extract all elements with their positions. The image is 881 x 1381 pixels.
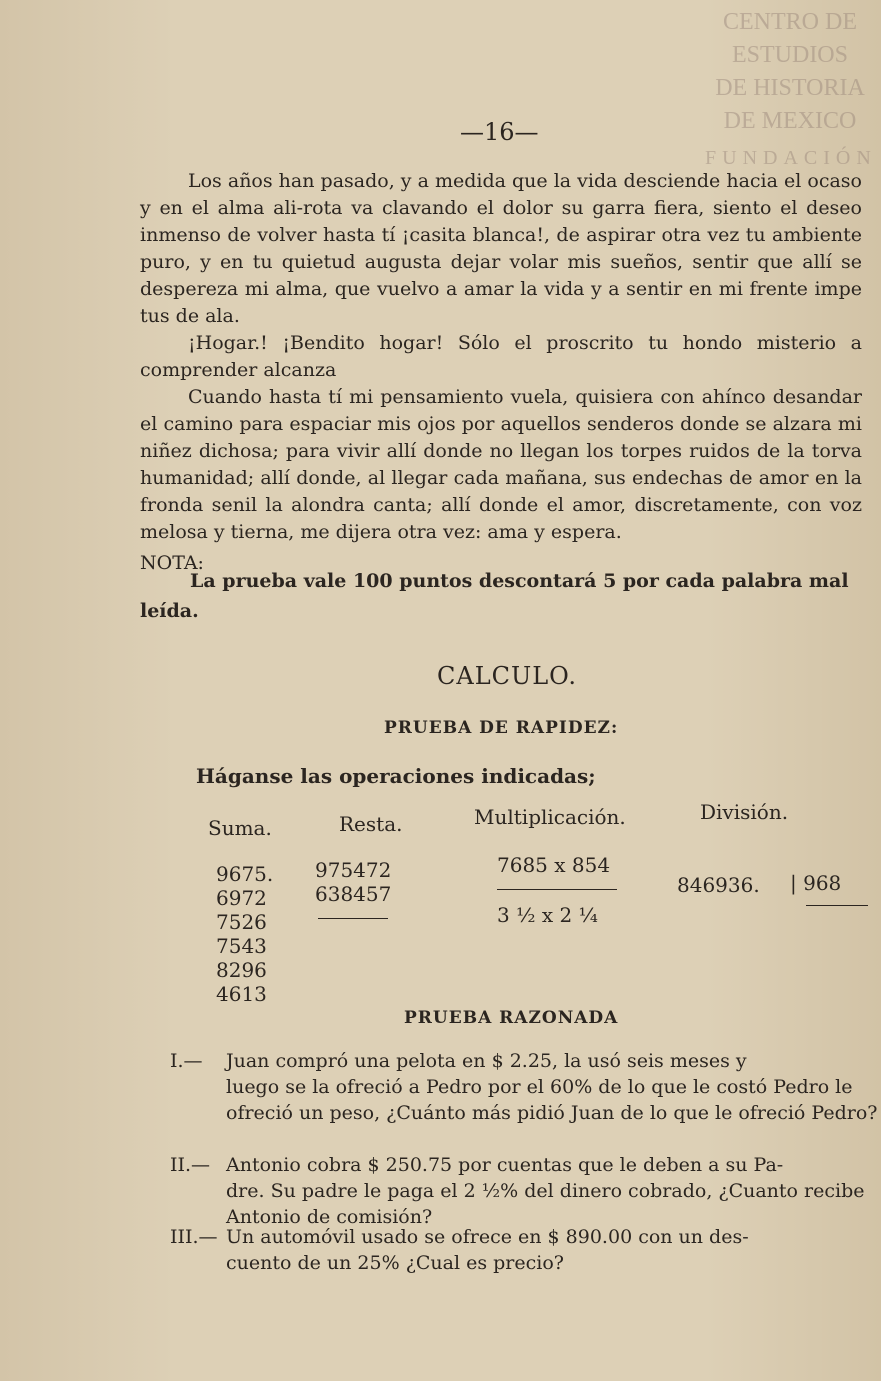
- resta-header: Resta.: [339, 812, 403, 836]
- problem-first-line: Antonio cobra $ 250.75 por cuentas que le deben a su Pa-: [226, 1154, 784, 1176]
- watermark-line: ESTUDIOS: [731, 42, 848, 68]
- problem-label: III.—: [170, 1226, 218, 1248]
- division-divisor: | 968: [790, 871, 842, 895]
- multiplicacion-problem-2: 3 ½ x 2 ¼: [497, 903, 598, 927]
- problem-label: I.—: [170, 1050, 203, 1072]
- suma-column: [216, 862, 273, 1006]
- resta-rule: [318, 918, 388, 919]
- resta-number: 975472: [315, 858, 392, 882]
- suma-number: 8296: [216, 958, 267, 982]
- watermark-line: CENTRO DE: [723, 9, 857, 35]
- problem-2: [170, 1152, 881, 1230]
- resta-number: 638457: [315, 882, 392, 906]
- problem-continuation: luego se la ofreció a Pedro por el 60% de lo que le costó Pedro le ofreció un peso, ¿Cuánto más pidió Juan de lo que le ofreció Pedro?: [226, 1076, 878, 1124]
- reading-paragraph-2: ¡Hogar.! ¡Bendito hogar! Sólo el proscrito tu hondo misterio a comprender alcanza: [140, 332, 862, 381]
- reading-paragraph-3: Cuando hasta tí mi pensamiento vuela, quisiera con ahínco desandar el camino para espaciar mis ojos por aquellos senderos donde se alzara mi niñez dichosa; para vivir allí donde no llegan los torpes ruidos de la torva humanidad; allí donde, al llegar cada mañana, sus endechas de amor en la fronda senil la alondra canta; allí donde el amor, discretamente, con voz melosa y tierna, me dijera otra vez: ama y espera.: [140, 386, 862, 543]
- problem-first-line: Juan compró una pelota en $ 2.25, la usó seis meses y: [226, 1050, 747, 1072]
- division-dividend: 846936.: [677, 873, 760, 897]
- nota-text: La prueba vale 100 puntos descontará 5 por cada palabra mal leída.: [140, 570, 849, 622]
- page-number: —16—: [460, 118, 539, 146]
- suma-number: 7526: [216, 910, 267, 934]
- watermark-fundacion: FUNDACIÓN: [705, 147, 877, 169]
- suma-number: 4613: [216, 982, 267, 1006]
- watermark-line: DE MEXICO: [723, 108, 857, 134]
- problem-continuation: cuento de un 25% ¿Cual es precio?: [226, 1252, 564, 1274]
- suma-number: 7543: [216, 934, 267, 958]
- problem-continuation: dre. Su padre le paga el 2 ½% del dinero cobrado, ¿Cuanto recibe Antonio de comisión?: [226, 1180, 865, 1228]
- rapidez-heading: PRUEBA DE RAPIDEZ:: [384, 718, 619, 738]
- problem-label: II.—: [170, 1154, 211, 1176]
- problem-3: [170, 1224, 881, 1276]
- division-header: División.: [700, 800, 789, 824]
- instruction-text: Háganse las operaciones indicadas;: [196, 764, 596, 788]
- archive-watermark: [705, 6, 875, 175]
- reading-paragraph-1: Los años han pasado, y a medida que la vida desciende hacia el ocaso y en el alma ali-rota va clavando el dolor su garra fiera, siento el deseo inmenso de volver hasta tí ¡casita blanca!, de aspirar otra vez tu ambiente puro, y en tu quietud augusta dejar volar mis sueños, sentir que allí se despereza mi alma, que vuelvo a amar la vida y a sentir en mi frente impe tus de ala.: [140, 170, 862, 327]
- problem-first-line: Un automóvil usado se ofrece en $ 890.00 con un des-: [226, 1226, 749, 1248]
- problem-1: [170, 1048, 881, 1126]
- division-rule: [806, 905, 868, 906]
- nota-label: NOTA:: [140, 552, 204, 574]
- multiplicacion-problem-1: 7685 x 854: [497, 853, 611, 877]
- suma-header: Suma.: [208, 816, 272, 840]
- suma-number: 9675.: [216, 862, 274, 886]
- calculo-heading: CALCULO.: [437, 662, 578, 690]
- resta-column: [315, 858, 391, 906]
- multiplicacion-rule: [497, 889, 617, 890]
- multiplicacion-header: Multiplicación.: [474, 805, 626, 829]
- watermark-line: DE HISTORIA: [715, 75, 865, 101]
- razonada-heading: PRUEBA RAZONADA: [404, 1008, 619, 1028]
- suma-number: 6972: [216, 886, 267, 910]
